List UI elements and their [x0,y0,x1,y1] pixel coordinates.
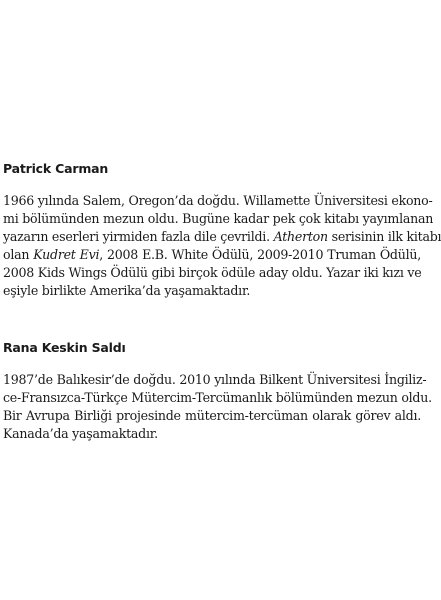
bio-line [3,282,421,300]
bio-text-run: , 2008 E.B. White Ödülü, 2009-2010 Truman Ödülü, [99,247,421,262]
bio-line [3,210,434,228]
author-bio-text [3,192,441,300]
bio-line [3,371,427,389]
bio-text-run: 1987’de Balıkesir’de doğdu. 2010 yılında Bilkent Üniversitesi İngiliz- [3,372,427,387]
bio-text-run: 1966 yılında Salem, Oregon’da doğdu. Willamette Üniversitesi ekono- [3,193,433,208]
bio-text-run: serisinin ilk kitabı [327,229,441,244]
translator-name: Rana Keskin Saldı [3,340,126,355]
translator-bio [3,339,432,443]
bio-text-run: olan [3,247,34,262]
bio-line [3,192,433,210]
bio-text-run: Bir Avrupa Birliği projesinde mütercim-tercüman olarak görev aldı. [3,408,421,423]
bio-text-run: 2008 Kids Wings Ödülü gibi birçok ödüle aday oldu. Yazar iki kızı ve [3,265,422,280]
bio-line [3,425,421,443]
author-name: Patrick Carman [3,161,109,176]
author-bio [3,160,441,300]
book-title: Kudret Evi [33,247,100,262]
book-title: Atherton [273,229,328,244]
bio-text-run: eşiyle birlikte Amerika’da yaşamaktadır. [3,283,251,298]
bio-text-run: mi bölümünden mezun oldu. Bugüne kadar pek çok kitabı yayımlanan [3,211,434,226]
bio-line [3,407,421,425]
translator-bio-text [3,371,432,443]
bio-text-run: Kanada’da yaşamaktadır. [3,426,158,441]
bio-line [3,389,432,407]
bio-line [3,228,441,246]
bio-text-run: ce-Fransızca-Türkçe Mütercim-Tercümanlık bölümünden mezun oldu. [3,390,432,405]
bio-text-run: yazarın eserleri yirmiden fazla dile çevrildi. [3,229,274,244]
bio-line [3,264,421,282]
bio-line [3,246,421,264]
